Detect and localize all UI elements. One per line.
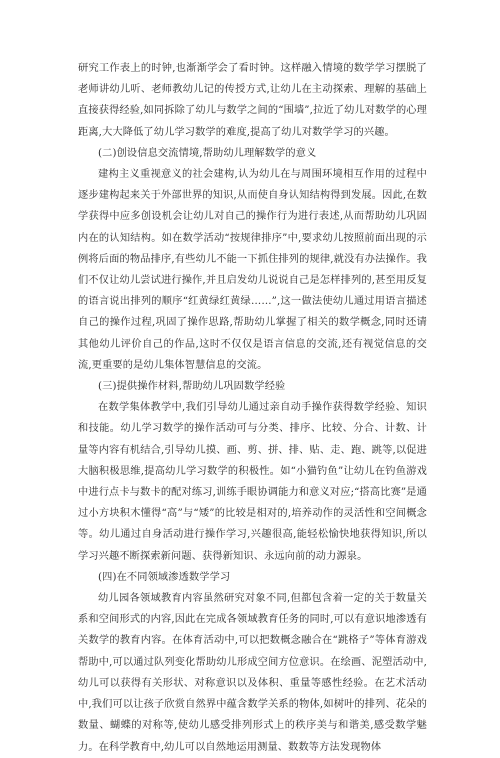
document-page bbox=[78, 58, 427, 758]
paragraph-section-3: 在数学集体教学中,我们引导幼儿通过亲自动手操作获得数学经验、知识和技能。幼儿学习数学的操作活动可与分类、排序、比较、分合、计数、计量等内容有机结合,引导幼儿摸、画、剪、拼、排、贴、走、跑、跳等,以促进大脑积极思维,提高幼儿学习数学的积极性。如“小猫钓鱼”让幼儿在钓鱼游戏中进行点卡与数卡的配对练习,训练手眼协调能力和意义对应;“搭高比赛”是通过小方块积木懂得“高”与“矮”的比较是相对的,培养动作的灵活性和空间概念等。幼儿通过自身活动进行操作学习,兴趣很高,能轻松愉快地获得知识,所以学习兴趣不断探索新问题、获得新知识、永远向前的动力源泉。 bbox=[78, 402, 427, 562]
section-heading-3: (三)提供操作材料,帮助幼儿巩固数学经验 bbox=[98, 381, 286, 393]
paragraph-section-2: 建构主义重视意义的社会建构,认为幼儿在与周围环境相互作用的过程中逐步建构起来关于外部世界的知识,从而使自身认知结构得到发展。因此,在数学获得中应多创设机会让幼儿对自己的操作行为进行表述,从而帮助幼儿巩固内在的认知结构。如在数学活动“按规律排序”中,要求幼儿按照前面出现的示例将后面的物品排序,有些幼儿不能一下抓住排列的规律,就没有办法操作。我们不仅让幼儿尝试进行操作,并且启发幼儿说说自己是怎样排列的,甚至用反复的语言说出排列的顺序“红黄绿红黄绿……”,这一做法使幼儿通过用语言描述自己的操作过程,巩固了操作思路,帮助幼儿掌握了相关的数学概念,同时还请其他幼儿评价自己的作品,这时不仅仅是语言信息的交流,还有视觉信息的交流,更重要的是幼儿集体智慧信息的交流。 bbox=[78, 169, 427, 371]
paragraph-intro-continuation: 研究工作表上的时钟,也渐渐学会了看时钟。这样融入情境的数学学习摆脱了老师讲幼儿听、老师教幼儿记的传授方式,让幼儿在主动探索、理解的基础上直接获得经验,如同拆除了幼儿与数学之间的“围墙”,拉近了幼儿对数学的心理距离,大大降低了幼儿学习数学的难度,提高了幼儿对数学学习的兴趣。 bbox=[78, 63, 427, 138]
paragraph-section-4: 幼儿园各领域教育内容虽然研究对象不同,但都包含着一定的关于数量关系和空间形式的内容,因此在完成各领域教育任务的同时,可以有意识地渗透有关数学的教育内容。在体育活动中,可以把数概念融合在“跳格子”等体育游戏帮助中,可以通过队列变化帮助幼儿形成空间方位意识。在绘画、泥塑活动中,幼儿可以获得有关形状、对称意识以及体积、重量等感性经验。在艺术活动中,我们可以让孩子欣赏自然界中蕴含数学关系的物体,如树叶的排列、花朵的数量、蝴蝶的对称等,使幼儿感受排列形式上的秩序美与和谐美,感受数学魅力。在科学教育中,幼儿可以自然地运用测量、数数等方法发现物体 bbox=[78, 593, 427, 753]
section-heading-2: (二)创设信息交流情境,帮助幼儿理解数学的意义 bbox=[98, 147, 317, 159]
section-heading-4: (四)在不同领域渗透数学学习 bbox=[98, 571, 231, 583]
